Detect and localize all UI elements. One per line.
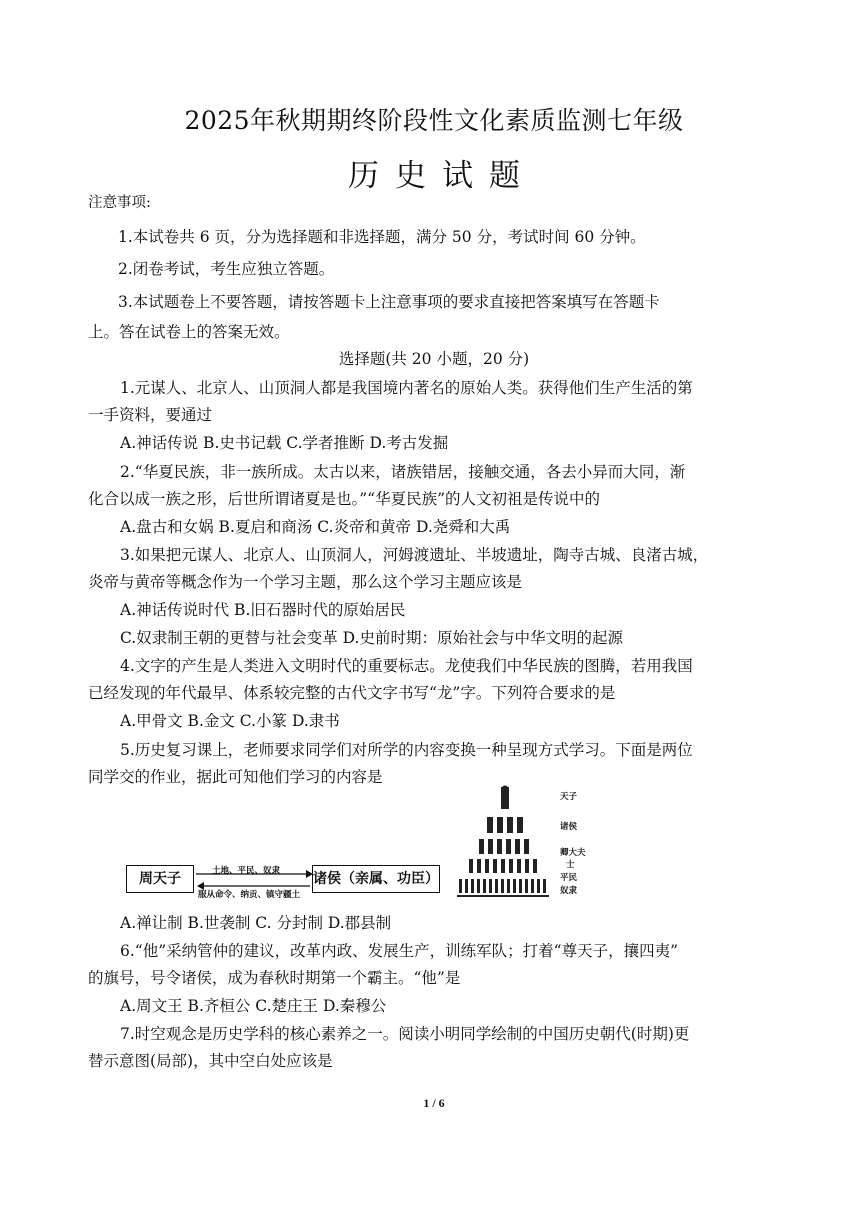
notice-item: 1.本试卷共 6 页，分为选择题和非选择题，满分 50 分，考试时间 60 分钟。 [118,228,646,246]
question-options: A.盘古和女娲 B.夏启和商汤 C.炎帝和黄帝 D.尧舜和大禹 [120,518,511,536]
pyramid-level-label: 卿大夫 [560,848,586,858]
question-stem: 2.“华夏民族，非一族所成。太古以来，诸族错居，接触交通，各去小异而大同，渐 [120,463,686,481]
pyramid-level-label: 天子 [560,792,578,802]
question-stem: 7.时空观念是历史学科的核心素养之一。阅读小明同学绘制的中国历史朝代(时期)更 [120,1025,690,1043]
pyramid-level-label: 奴隶 [560,886,578,896]
question-stem: 5.历史复习课上，老师要求同学们对所学的内容变换一种呈现方式学习。下面是两位 [120,741,693,759]
question-stem: 一手资料，要通过 [88,406,213,424]
exam-title: 2025年秋期期终阶段性文化素质监测七年级 [184,106,684,135]
pyramid-level-label: 平民 [560,873,578,883]
arrow-bottom-label: 服从命令、纳贡、镇守疆土 [198,890,301,900]
question-options: A.神话传说时代 B.旧石器时代的原始居民 [120,601,406,619]
question-stem: 4.文字的产生是人类进入文明时代的重要标志。龙使我们中华民族的图腾，若用我国 [120,657,693,675]
notice-item: 上。答在试卷上的答案无效。 [88,323,290,341]
notice-item: 3.本试题卷上不要答题，请按答题卡上注意事项的要求直接把答案填写在答题卡 [118,293,660,311]
notice-item: 2.闭卷考试，考生应独立答题。 [118,260,335,278]
question-stem: 已经发现的年代最早、体系较完整的古代文字书写“龙”字。下列符合要求的是 [88,684,616,702]
vassal-box: 诸侯（亲属、功臣） [312,865,440,893]
question-stem: 3.如果把元谋人、北京人、山顶洞人，河姆渡遗址、半坡遗址，陶寺古城、良渚古城， [120,546,709,564]
question-stem: 同学交的作业，据此可知他们学习的内容是 [88,768,383,786]
question-stem: 6.“他”采纳管仲的建议，改革内政、发展生产，训练军队；打着“尊天子，攘四夷” [120,942,678,960]
subject-title: 历史试题 [348,158,536,194]
question-options: A.甲骨文 B.金文 C.小篆 D.隶书 [120,712,340,730]
question-stem: 替示意图(局部)，其中空白处应该是 [88,1052,333,1070]
arrow-top-label: 土地、平民、奴隶 [212,866,281,876]
question-stem: 的旗号，号令诸侯，成为春秋时期第一个霸主。“他”是 [88,969,461,987]
pyramid-figures [455,785,555,905]
question-options: A.禅让制 B.世袭制 C. 分封制 D.郡县制 [120,914,392,932]
zhou-king-box: 周天子 [126,865,194,893]
question-options: A.神话传说 B.史书记载 C.学者推断 D.考古发掘 [120,434,449,452]
notice-heading: 注意事项: [88,195,151,211]
question-stem: 化合以成一族之形，后世所谓诸夏是也。”“华夏民族”的人文初祖是传说中的 [88,490,601,508]
question-options: C.奴隶制王朝的更替与社会变革 D.史前时期：原始社会与中华文明的起源 [120,629,623,647]
question-options: A.周文王 B.齐桓公 C.楚庄王 D.秦穆公 [120,997,387,1015]
pyramid-level-label: 士 [566,860,575,870]
page-number: 1 / 6 [423,1096,445,1110]
section-heading: 选择题(共 20 小题，20 分) [338,350,530,368]
pyramid-level-label: 诸侯 [560,822,578,832]
question-stem: 炎帝与黄帝等概念作为一个学习主题，那么这个学习主题应该是 [88,573,523,591]
question-stem: 1.元谋人、北京人、山顶洞人都是我国境内著名的原始人类。获得他们生产生活的第 [120,379,693,397]
